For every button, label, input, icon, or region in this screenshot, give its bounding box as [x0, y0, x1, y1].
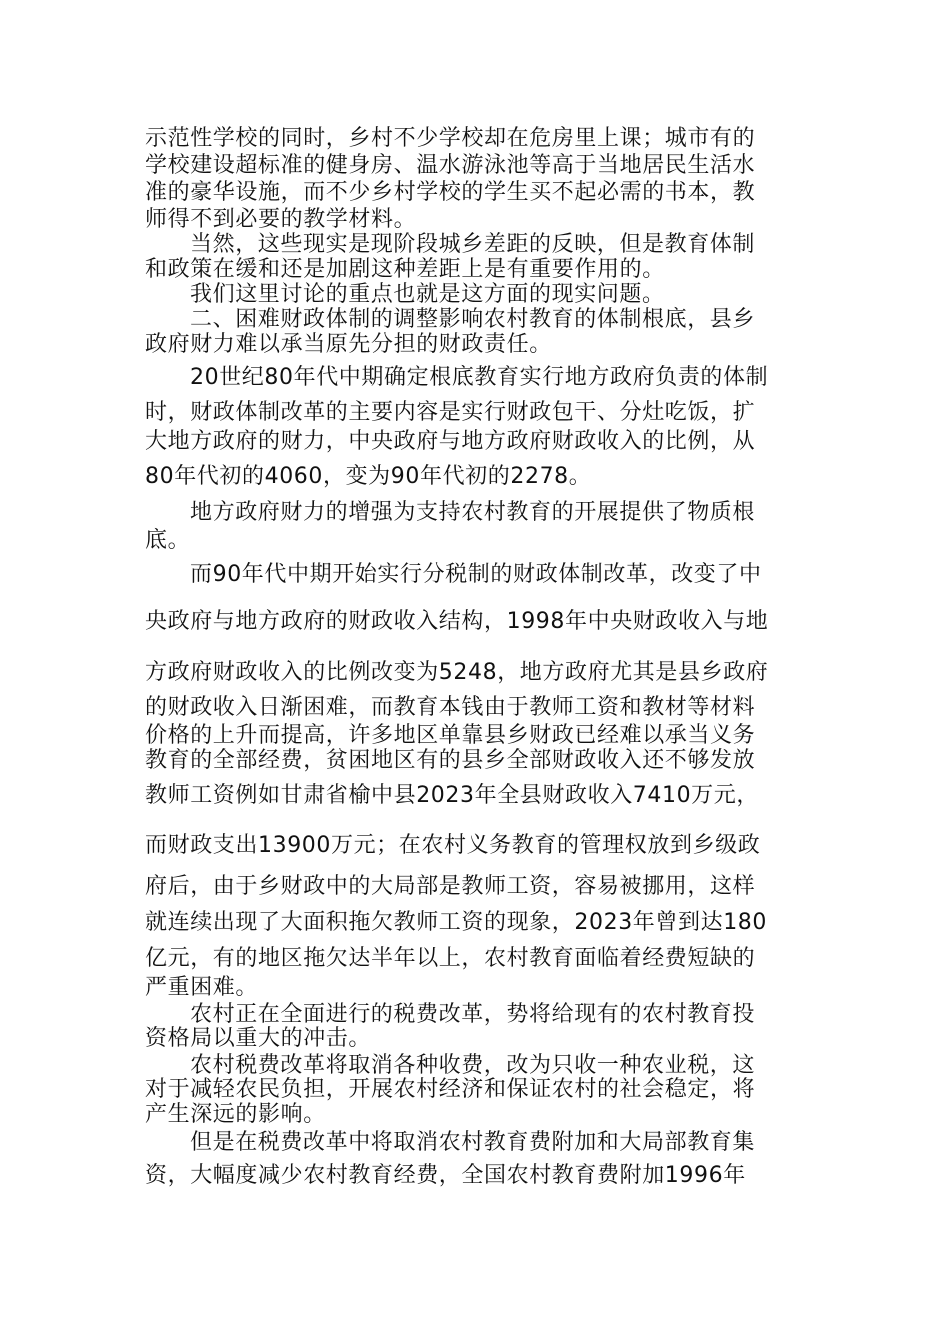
text-line: 但是在税费改革中将取消农村教育费附加和大局部教育集 — [190, 1130, 756, 1155]
text-line: 价格的上升而提高，许多地区单靠县乡财政已经难以承当义务 — [145, 723, 756, 748]
text-line: 地方政府财力的增强为支持农村教育的开展提供了物质根 — [190, 500, 756, 525]
text-line: 资格局以重大的冲击。 — [145, 1026, 372, 1051]
text-line: 府后，由于乡财政中的大局部是教师工资，容易被挪用，这样 — [145, 874, 756, 899]
text-line: 资，大幅度减少农村教育经费，全国农村教育费附加1996年 — [145, 1163, 746, 1188]
text-line: 和政策在缓和还是加剧这种差距上是有重要作用的。 — [145, 257, 665, 282]
text-line: 师得不到必要的教学材料。 — [145, 207, 417, 232]
text-line: 而90年代中期开始实行分税制的财政体制改革，改变了中 — [190, 562, 762, 587]
text-line: 政府财力难以承当原先分担的财政责任。 — [145, 332, 552, 357]
text-line: 大地方政府的财力，中央政府与地方政府财政收入的比例，从 — [145, 429, 756, 454]
text-line: 方政府财政收入的比例改变为5248，地方政府尤其是县乡政府 — [145, 660, 769, 685]
text-line: 农村正在全面进行的税费改革，势将给现有的农村教育投 — [190, 1002, 756, 1027]
text-line: 二、困难财政体制的调整影响农村教育的体制根底，县乡 — [190, 307, 756, 332]
text-line: 底。 — [145, 528, 191, 553]
text-line: 教师工资例如甘肃省榆中县2023年全县财政收入7410万元， — [145, 783, 759, 808]
text-line: 农村税费改革将取消各种收费，改为只收一种农业税，这 — [190, 1053, 756, 1078]
text-line: 我们这里讨论的重点也就是这方面的现实问题。 — [190, 282, 665, 307]
text-line: 亿元，有的地区拖欠达半年以上，农村教育面临着经费短缺的 — [145, 946, 756, 971]
text-line: 时，财政体制改革的主要内容是实行财政包干、分灶吃饭，扩 — [145, 400, 756, 425]
text-line: 对于减轻农民负担，开展农村经济和保证农村的社会稳定，将 — [145, 1077, 756, 1102]
text-line: 示范性学校的同时，乡村不少学校却在危房里上课；城市有的 — [145, 126, 756, 151]
text-line: 教育的全部经费，贫困地区有的县乡全部财政收入还不够发放 — [145, 748, 756, 773]
text-line: 产生深远的影响。 — [145, 1102, 326, 1127]
text-line: 而财政支出13900万元；在农村义务教育的管理权放到乡级政 — [145, 833, 761, 858]
text-line: 就连续出现了大面积拖欠教师工资的现象，2023年曾到达180 — [145, 910, 767, 935]
text-line: 80年代初的4060，变为90年代初的2278。 — [145, 464, 592, 489]
text-line: 20世纪80年代中期确定根底教育实行地方政府负责的体制 — [190, 365, 769, 390]
text-line: 央政府与地方政府的财政收入结构，1998年中央财政收入与地 — [145, 609, 769, 634]
text-line: 学校建设超标准的健身房、温水游泳池等高于当地居民生活水 — [145, 153, 756, 178]
text-line: 的财政收入日渐困难，而教育本钱由于教师工资和教材等材料 — [145, 695, 756, 720]
text-line: 当然，这些现实是现阶段城乡差距的反映，但是教育体制 — [190, 232, 756, 257]
text-line: 严重困难。 — [145, 975, 259, 1000]
text-line: 准的豪华设施，而不少乡村学校的学生买不起必需的书本，教 — [145, 180, 756, 205]
